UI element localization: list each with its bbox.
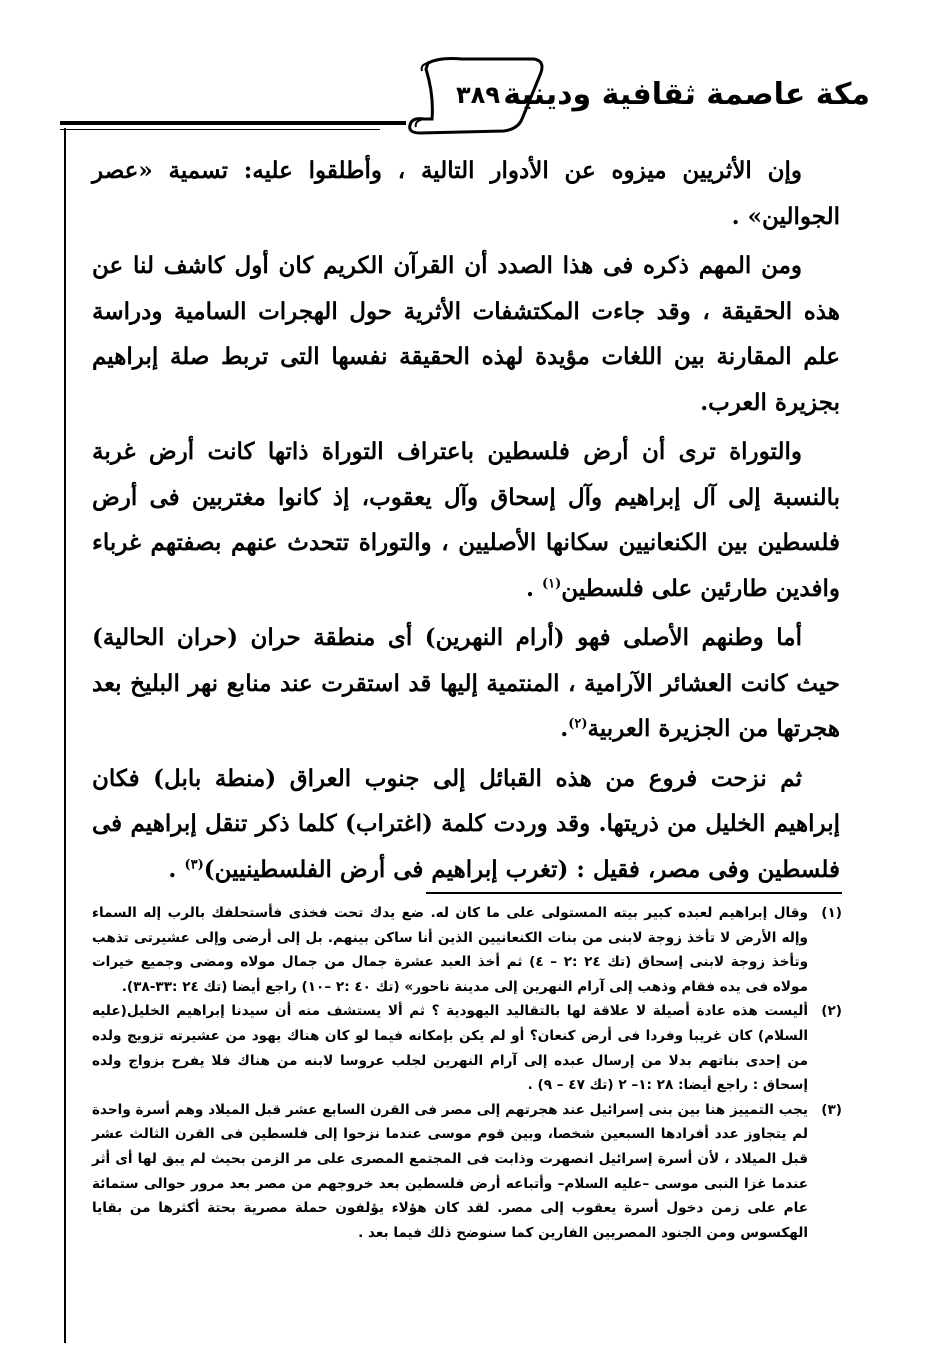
page-number: ٣٨٩ [456, 81, 500, 109]
page-header [60, 55, 870, 145]
footnotes [92, 901, 842, 1245]
paragraph-4-text: أما وطنهم الأصلى فهو (أرام النهرين) أى منطقة حران (حران الحالية) حيث كانت العشائر الآرامية ، المنتمية إليها قد استقرت عند منابع نهر البليخ بعد هجرتها من الجزيرة العربية [92, 624, 840, 742]
paragraph-5 [92, 756, 840, 893]
footnote-separator [426, 892, 842, 894]
footnote-1 [92, 901, 842, 999]
footnote-text: يجب التمييز هنا بين بنى إسرائيل عند هجرتهم إلى مصر فى القرن السابع عشر قبل الميلاد وهم أسرة واحدة لم يتجاوز عدد أفرادها السبعين شخصا، وبين قوم موسى عندما نزحوا إلى فلسطين فى القرن الثالث عشر قبل الميلاد ، لأن أسرة إسرائيل انصهرت وذابت فى المجتمع المصرى على مر الزمن بحيث لم يبق لها أى أثر عندما غزا النبى موسى –عليه السلام– وأتباعه أرض فلسطين بعد خروجهم من مصر بعد مرور حوالى ستمائة عام على زمن دخول أسرة يعقوب إلى مصر. لقد كان هؤلاء يؤلفون حملة مصرية بحتة أكثرها من بقايا الهكسوس ومن الجنود المصريين الفارين كما سنوضح ذلك فيما بعد . [92, 1101, 808, 1241]
running-title: مكة عاصمة ثقافية ودينية [503, 77, 870, 112]
footnote-2 [92, 999, 842, 1097]
paragraph-5-end: . [168, 855, 185, 883]
paragraph-2: ومن المهم ذكره فى هذا الصدد أن القرآن الكريم كان أول كاشف لنا عن هذه الحقيقة ، وقد جاءت المكتشفات الأثرية حول الهجرات السامية ودراسة علم المقارنة بين اللغات مؤيدة لهذه الحقيقة نفسها التى تربط صلة إبراهيم بجزيرة العرب. [92, 252, 840, 416]
footnote-3 [92, 1098, 842, 1246]
paragraph-4-end: . [560, 715, 569, 742]
footnote-text: وقال إبراهيم لعبده كبير بيته المستولى على ما كان له. ضع يدك تحت فخذى فأستحلفك بالرب إله السماء وإله الأرض لا تأخذ زوجة لابنى من بنات الكنعانيين الذين أنا ساكن بينهم. بل إلى أرضى وإلى عشيرتى تذهب وتأخذ زوجة لابنى إسحاق (تك ٢٤ :٢ – ٤) ثم أخذ العبد عشرة جمال من جمال مولاه ومضى وجميع خيرات مولاه فى يده فقام وذهب إلى آرام النهرين إلى مدينة ناحور» (تك ٤٠ :٢ –١٠) راجع أيضا (تك ٢٤ :٣٣-٣٨). [92, 905, 809, 995]
paragraph-5-text: ثم نزحت فروع من هذه القبائل إلى جنوب العراق (منطة بابل) فكان إبراهيم الخليل من ذريتها. وقد وردت كلمة (اغتراب) كلما ذكر تنقل إبراهيم فى فلسطين وفى مصر، فقيل : (تغرب إبراهيم فى أرض الفلسطينيين) [92, 764, 840, 883]
margin-rule [64, 128, 66, 1343]
paragraph-3-text: والتوراة ترى أن أرض فلسطين باعتراف التوراة ذاتها كانت أرض غربة بالنسبة إلى آل إبراهيم وآل إسحاق وآل يعقوب، إذ كانوا مغتربين فى أرض فلسطين بين الكنعانيين سكانها الأصليين ، والتوراة تتحدث عنهم بصفتهم غرباء وافدين طارئين على فلسطين [92, 438, 840, 602]
footnote-ref-2: (٢) [568, 716, 588, 732]
footnote-ref-3: (٣) [184, 856, 204, 872]
footnote-number: (٢) [821, 1003, 842, 1020]
paragraph-3 [92, 429, 840, 611]
footnote-ref-1: (١) [541, 575, 562, 591]
footnote-number: (١) [821, 905, 842, 921]
body-text [92, 148, 840, 892]
paragraph-3-end: . [525, 574, 542, 602]
paragraph-4 [92, 615, 840, 752]
header-rule [60, 121, 406, 125]
header-rule-thin [60, 129, 380, 130]
footnote-number: (٣) [821, 1101, 842, 1118]
footnote-text: أليست هذه عادة أصيلة لا علاقة لها بالتقاليد اليهودية ؟ ثم ألا يستشف منه أن سيدنا إبراهيم الخليل(عليه السلام) كان غريبا وفردا فى أرض كنعان؟ أو لم يكن بإمكانه فيما لو كان هناك يهود من عشيرته تزويج ولده من إحدى بناتهم بدلا من إرسال عبده إلى آرام النهرين لجلب عروسا لابنه من هناك فلا يفرح بزواج ولده إسحاق : راجع أيضا: ٢٨ :١– ٢ (تك ٤٧ – ٩) . [92, 1003, 808, 1094]
paragraph-1: وإن الأثريين ميزوه عن الأدوار التالية ، وأطلقوا عليه: تسمية «عصر الجوالين» . [92, 157, 840, 230]
